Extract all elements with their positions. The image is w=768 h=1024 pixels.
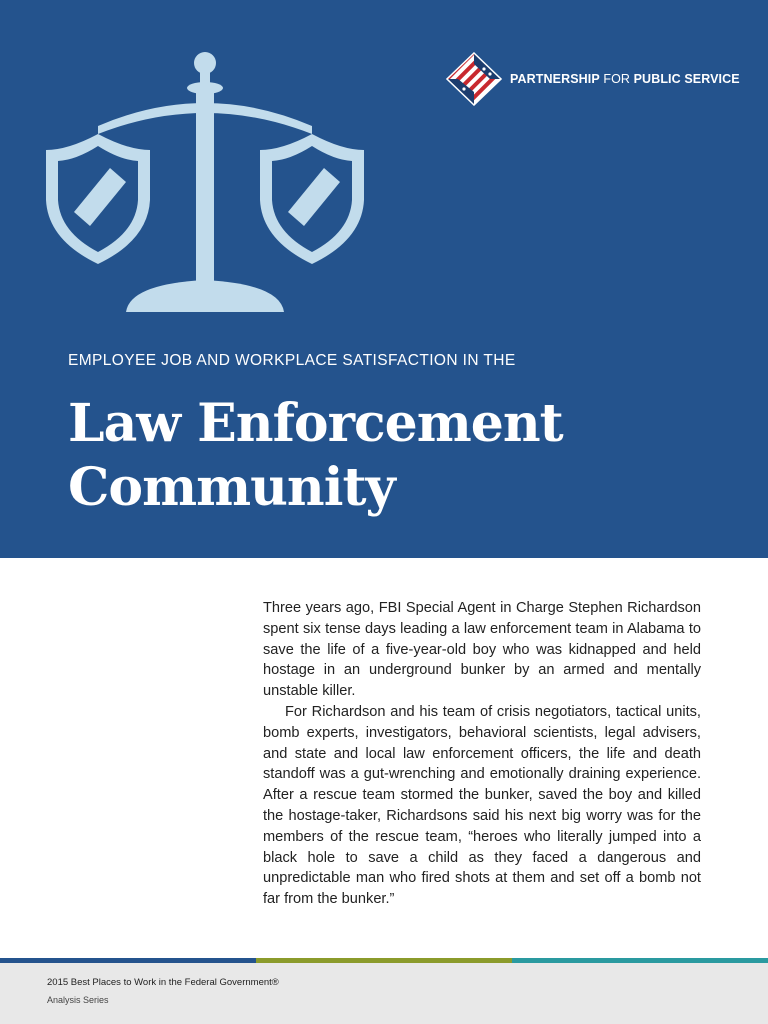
scales-of-justice-icon — [40, 50, 370, 320]
series-title: 2015 Best Places to Work in the Federal Government® — [47, 977, 279, 988]
title-line-1: Law Enforcement — [68, 393, 563, 454]
article-body — [263, 598, 701, 910]
page-footer — [0, 963, 768, 1024]
partnership-diamond-flag-icon — [446, 52, 502, 106]
partnership-logo[interactable] — [446, 52, 740, 106]
org-name-part-2: FOR — [603, 72, 631, 86]
org-name-part-1: PARTNERSHIP — [510, 72, 600, 86]
paragraph-2: For Richardson and his team of crisis negotiators, tactical units, bomb experts, investigators, behavioral scientists, legal advisers, and state and local law enforcement officers, the life and death standoff was a gut-wrenching and emotionally draining experience. After a rescue team stormed the bunker, saved the boy and killed the hostage-taker, Richardsons said his next big worry was for the members of the rescue team, “heroes who literally jumped into a black hole to save a child as they faced a dangerous and unpredictable man who fired shots at them and set off a bomb not far from the bunker.” — [263, 703, 701, 908]
title-line-2: Community — [68, 457, 395, 518]
cover-kicker: EMPLOYEE JOB AND WORKPLACE SATISFACTION IN THE — [68, 352, 516, 369]
paragraph-1: Three years ago, FBI Special Agent in Charge Stephen Richardson spent six tense days leading a law enforcement team in Alabama to save the life of a five-year-old boy who was kidnapped and held hostage in an underground bunker by an armed and mentally unstable killer. — [263, 600, 701, 700]
organization-name — [510, 72, 740, 86]
page-title — [68, 392, 708, 520]
series-subtitle: Analysis Series — [47, 995, 109, 1005]
org-name-part-3: PUBLIC SERVICE — [633, 72, 740, 86]
